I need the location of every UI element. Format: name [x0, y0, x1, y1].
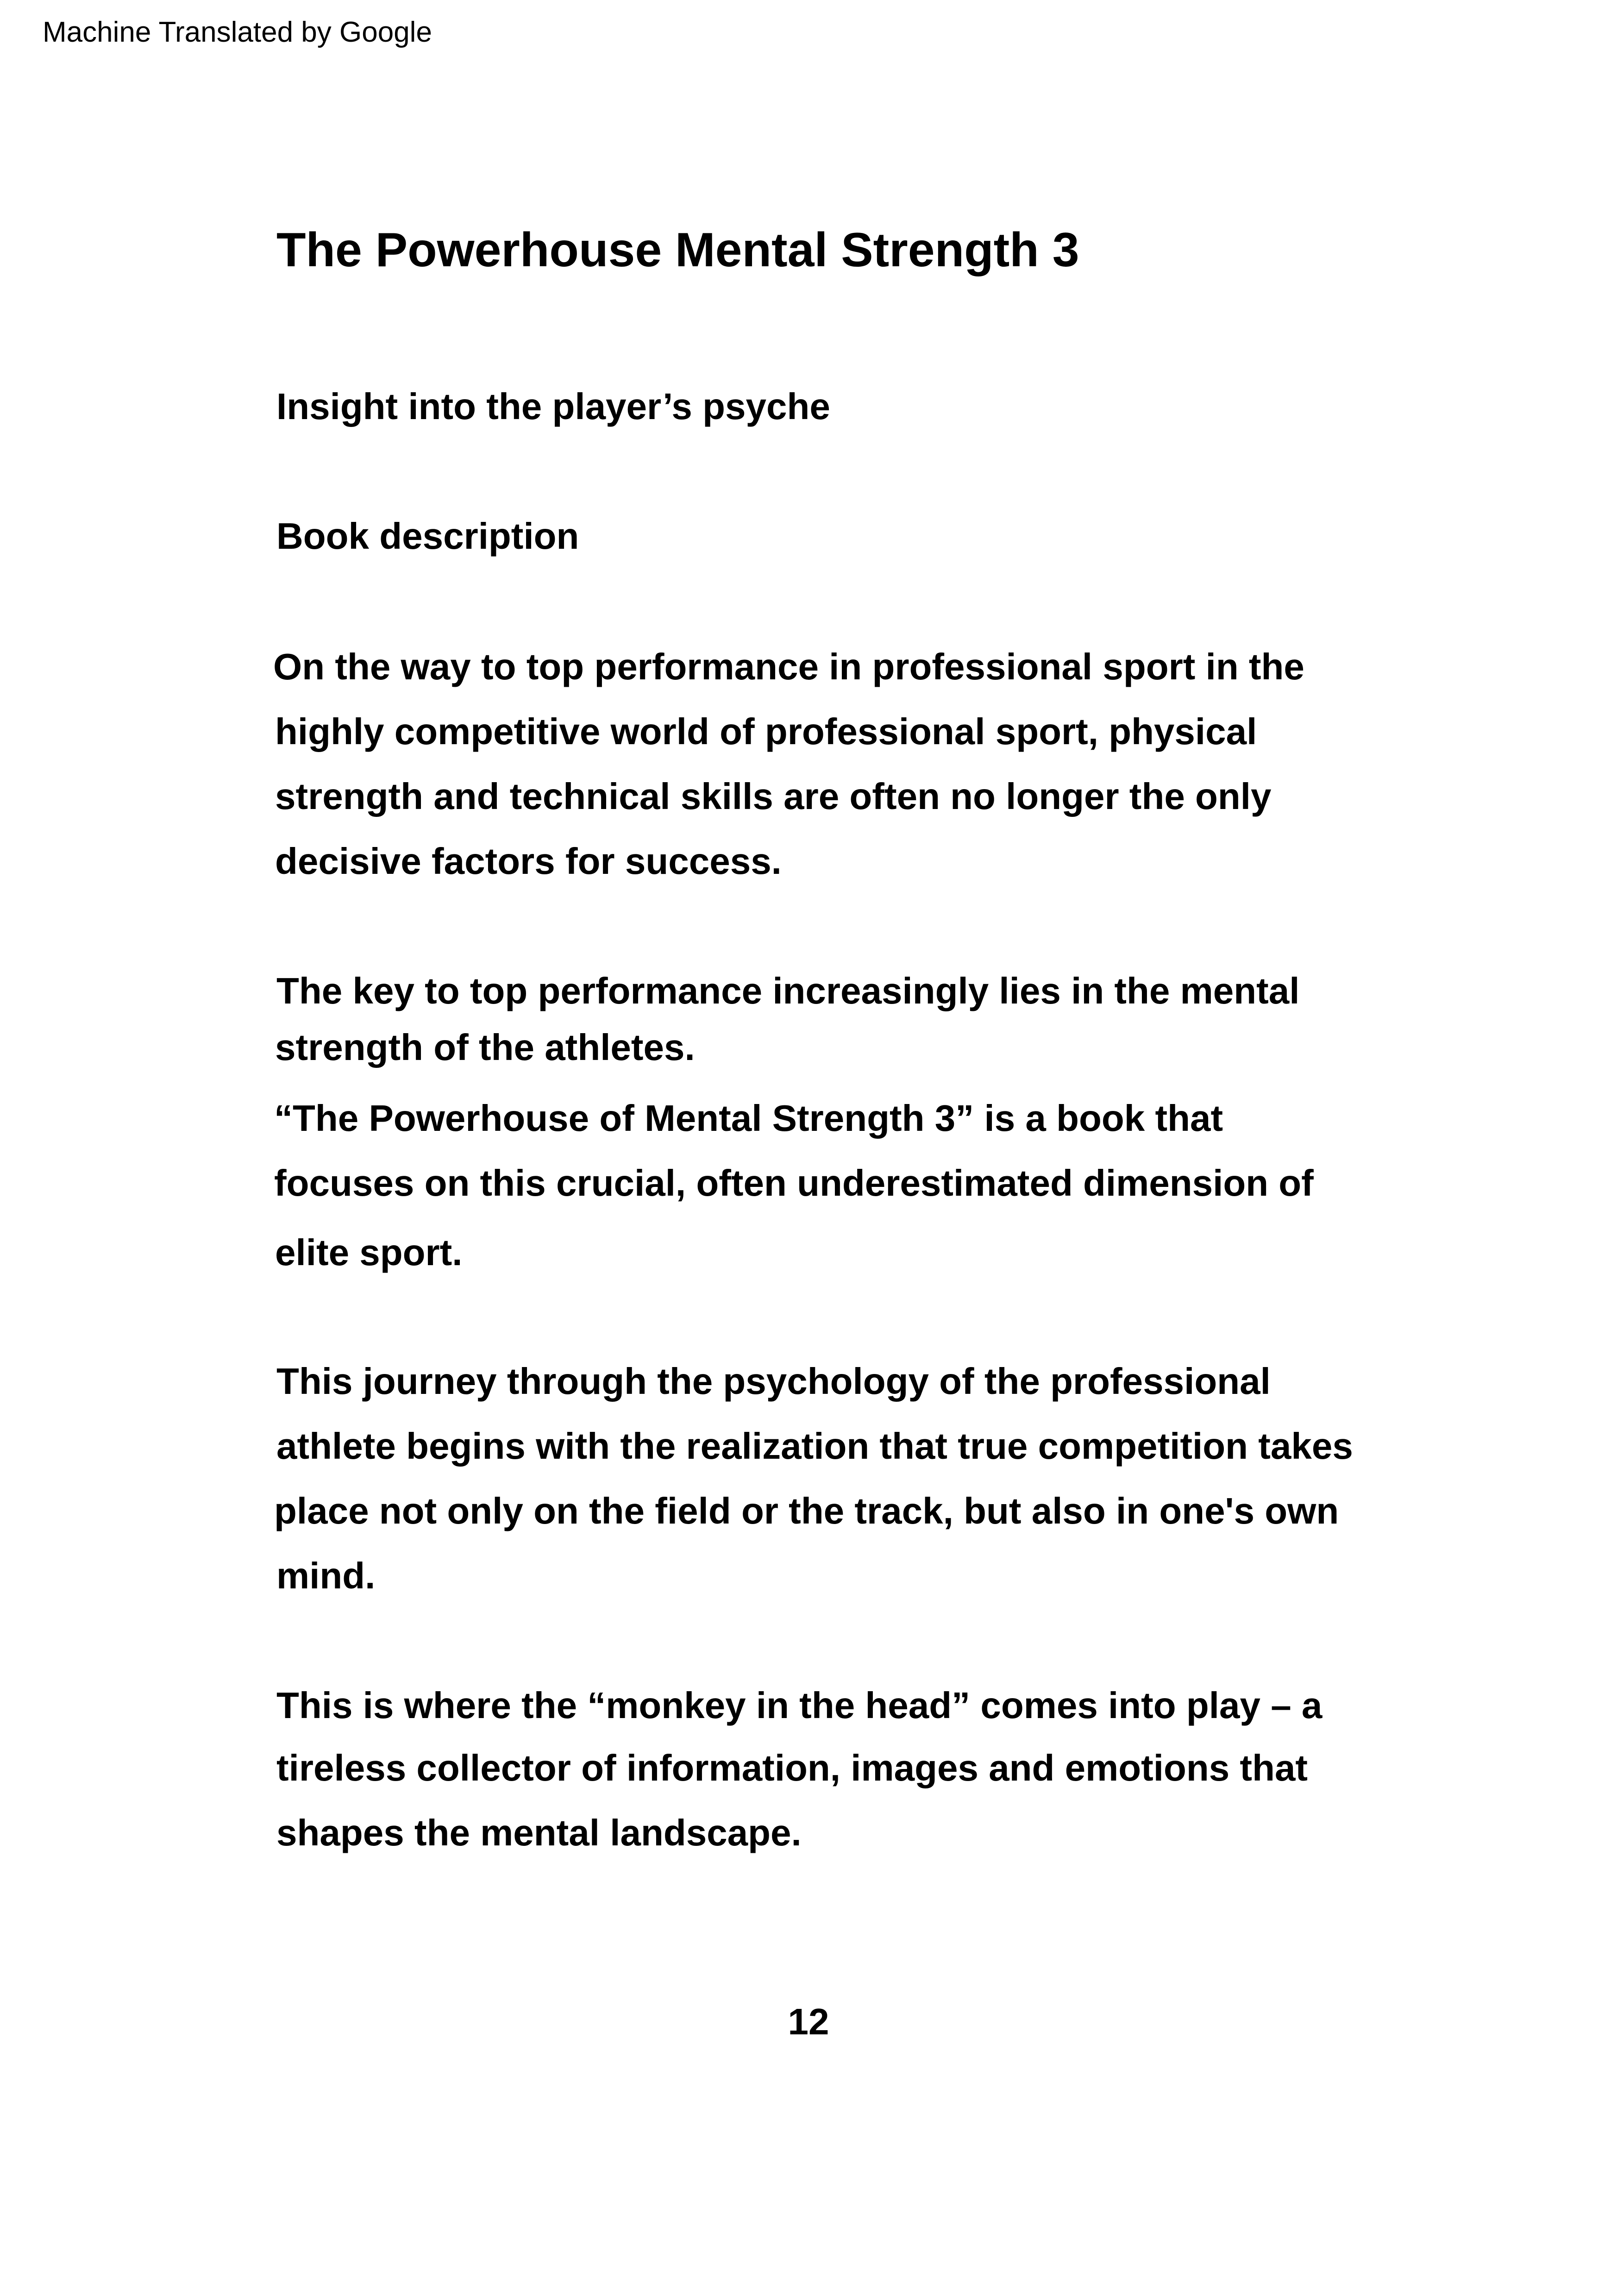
page-title: The Powerhouse Mental Strength 3	[276, 223, 1079, 277]
text-line: highly competitive world of professional sport, physical	[275, 711, 1257, 752]
text-line: decisive factors for success.	[275, 841, 782, 882]
translation-note: Machine Translated by Google	[43, 16, 432, 48]
text-line: shapes the mental landscape.	[276, 1812, 802, 1853]
text-line: This journey through the psychology of the professional	[276, 1361, 1271, 1402]
section-label: Book description	[276, 515, 579, 557]
text-line: This is where the “monkey in the head” comes into play – a	[276, 1685, 1322, 1726]
text-line: tireless collector of information, images and emotions that	[276, 1747, 1308, 1788]
text-line: place not only on the field or the track, but also in one's own	[274, 1490, 1339, 1531]
text-line: strength and technical skills are often no longer the only	[275, 776, 1272, 817]
text-line: mind.	[276, 1555, 376, 1596]
text-line: “The Powerhouse of Mental Strength 3” is a book that	[274, 1098, 1223, 1139]
text-line: focuses on this crucial, often underestimated dimension of	[274, 1162, 1314, 1204]
text-line: strength of the athletes.	[275, 1027, 695, 1068]
text-line: elite sport.	[275, 1232, 463, 1273]
text-line: On the way to top performance in professional sport in the	[273, 646, 1304, 687]
subtitle: Insight into the player’s psyche	[276, 386, 830, 427]
text-line: The key to top performance increasingly lies in the mental	[276, 970, 1300, 1011]
page-number: 12	[788, 2001, 829, 2042]
text-line: athlete begins with the realization that true competition takes	[276, 1425, 1353, 1467]
